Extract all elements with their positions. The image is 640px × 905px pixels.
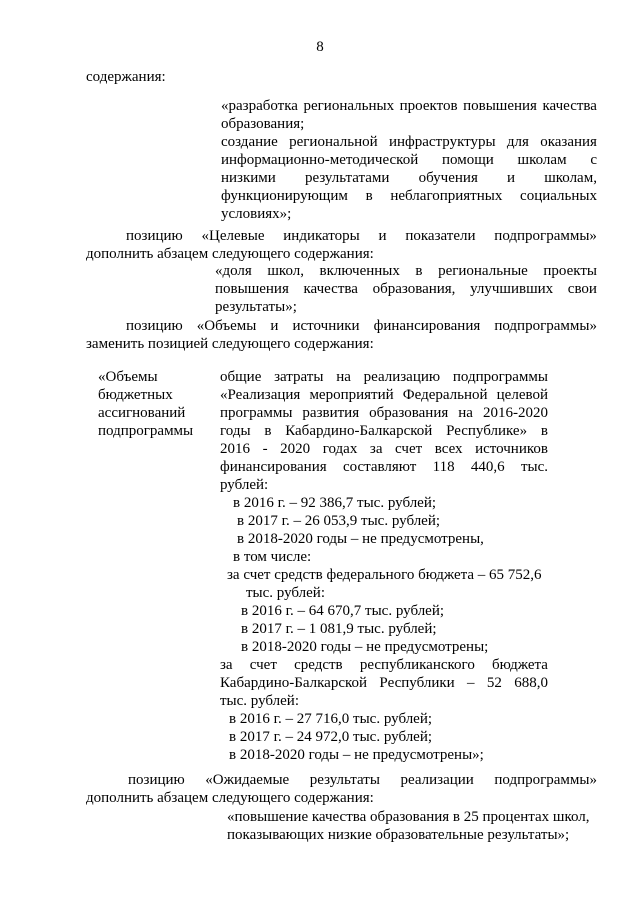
body-text-line: информационно-методической помощи школам с bbox=[221, 152, 597, 168]
table-value-line: в 2016 г. – 27 716,0 тыс. рублей; bbox=[229, 711, 433, 727]
table-value-line: в 2018-2020 годы – не предусмотрены»; bbox=[229, 747, 484, 763]
body-text-line: повышения качества образования, улучшивших свои bbox=[215, 281, 597, 297]
table-label-line: ассигнований bbox=[98, 405, 186, 421]
page-number: 8 bbox=[316, 39, 324, 55]
body-text-line: условиях»; bbox=[221, 206, 292, 222]
body-text-line: дополнить абзацем следующего содержания: bbox=[86, 246, 374, 262]
table-value-line: 2016 - 2020 годах за счет всех источников bbox=[220, 441, 548, 457]
table-value-line: рублей: bbox=[220, 477, 269, 493]
table-label-line: «Объемы bbox=[98, 369, 158, 385]
body-text-line: «доля школ, включенных в региональные проекты bbox=[215, 263, 597, 279]
body-text-line: позицию «Целевые индикаторы и показатели подпрограммы» bbox=[126, 228, 597, 244]
table-value-line: Кабардино-Балкарской Республики – 52 688,0 bbox=[220, 675, 548, 691]
table-value-line: годы в Кабардино-Балкарской Республике» в bbox=[220, 423, 548, 439]
body-text-line: результаты»; bbox=[215, 299, 297, 315]
table-value-line: за счет средств республиканского бюджета bbox=[220, 657, 548, 673]
body-text-line: показывающих низкие образовательные результаты»; bbox=[227, 827, 570, 843]
table-value-line: в 2018-2020 годы – не предусмотрены, bbox=[237, 531, 484, 547]
body-text-line: позицию «Ожидаемые результаты реализации подпрограммы» bbox=[128, 772, 597, 788]
table-value-line: в 2016 г. – 92 386,7 тыс. рублей; bbox=[233, 495, 437, 511]
table-value-line: финансирования составляют 118 440,6 тыс. bbox=[220, 459, 548, 475]
body-text-line: создание региональной инфраструктуры для оказания bbox=[221, 134, 597, 150]
table-value-line: в 2017 г. – 24 972,0 тыс. рублей; bbox=[229, 729, 433, 745]
table-value-line: «Реализация мероприятий Федеральной целевой bbox=[220, 387, 548, 403]
table-value-line: в 2016 г. – 64 670,7 тыс. рублей; bbox=[241, 603, 445, 619]
table-value-line: тыс. рублей: bbox=[246, 585, 325, 601]
body-text-line: «разработка региональных проектов повышения качества bbox=[221, 98, 597, 114]
table-label-line: подпрограммы bbox=[98, 423, 194, 439]
table-label-line: бюджетных bbox=[98, 387, 173, 403]
table-value-line: программы развития образования на 2016-2020 bbox=[220, 405, 548, 421]
table-value-line: в 2017 г. – 1 081,9 тыс. рублей; bbox=[241, 621, 437, 637]
body-text-line: дополнить абзацем следующего содержания: bbox=[86, 790, 374, 806]
table-value-line: в том числе: bbox=[233, 549, 312, 565]
body-text-line: функционирующим в неблагоприятных социальных bbox=[221, 188, 597, 204]
table-value-line: тыс. рублей: bbox=[220, 693, 299, 709]
body-text-line: «повышение качества образования в 25 процентах школ, bbox=[227, 809, 590, 825]
table-value-line: за счет средств федерального бюджета – 65 752,6 bbox=[227, 567, 542, 583]
table-value-line: общие затраты на реализацию подпрограммы bbox=[220, 369, 548, 385]
table-value-line: в 2017 г. – 26 053,9 тыс. рублей; bbox=[237, 513, 441, 529]
body-text-line: позицию «Объемы и источники финансирования подпрограммы» bbox=[126, 318, 597, 334]
table-value-line: в 2018-2020 годы – не предусмотрены; bbox=[241, 639, 489, 655]
body-text-line: заменить позицией следующего содержания: bbox=[86, 336, 374, 352]
body-text-line: образования; bbox=[221, 116, 305, 132]
body-text-line: содержания: bbox=[86, 69, 166, 85]
body-text-line: низкими результатами обучения и школам, bbox=[221, 170, 597, 186]
